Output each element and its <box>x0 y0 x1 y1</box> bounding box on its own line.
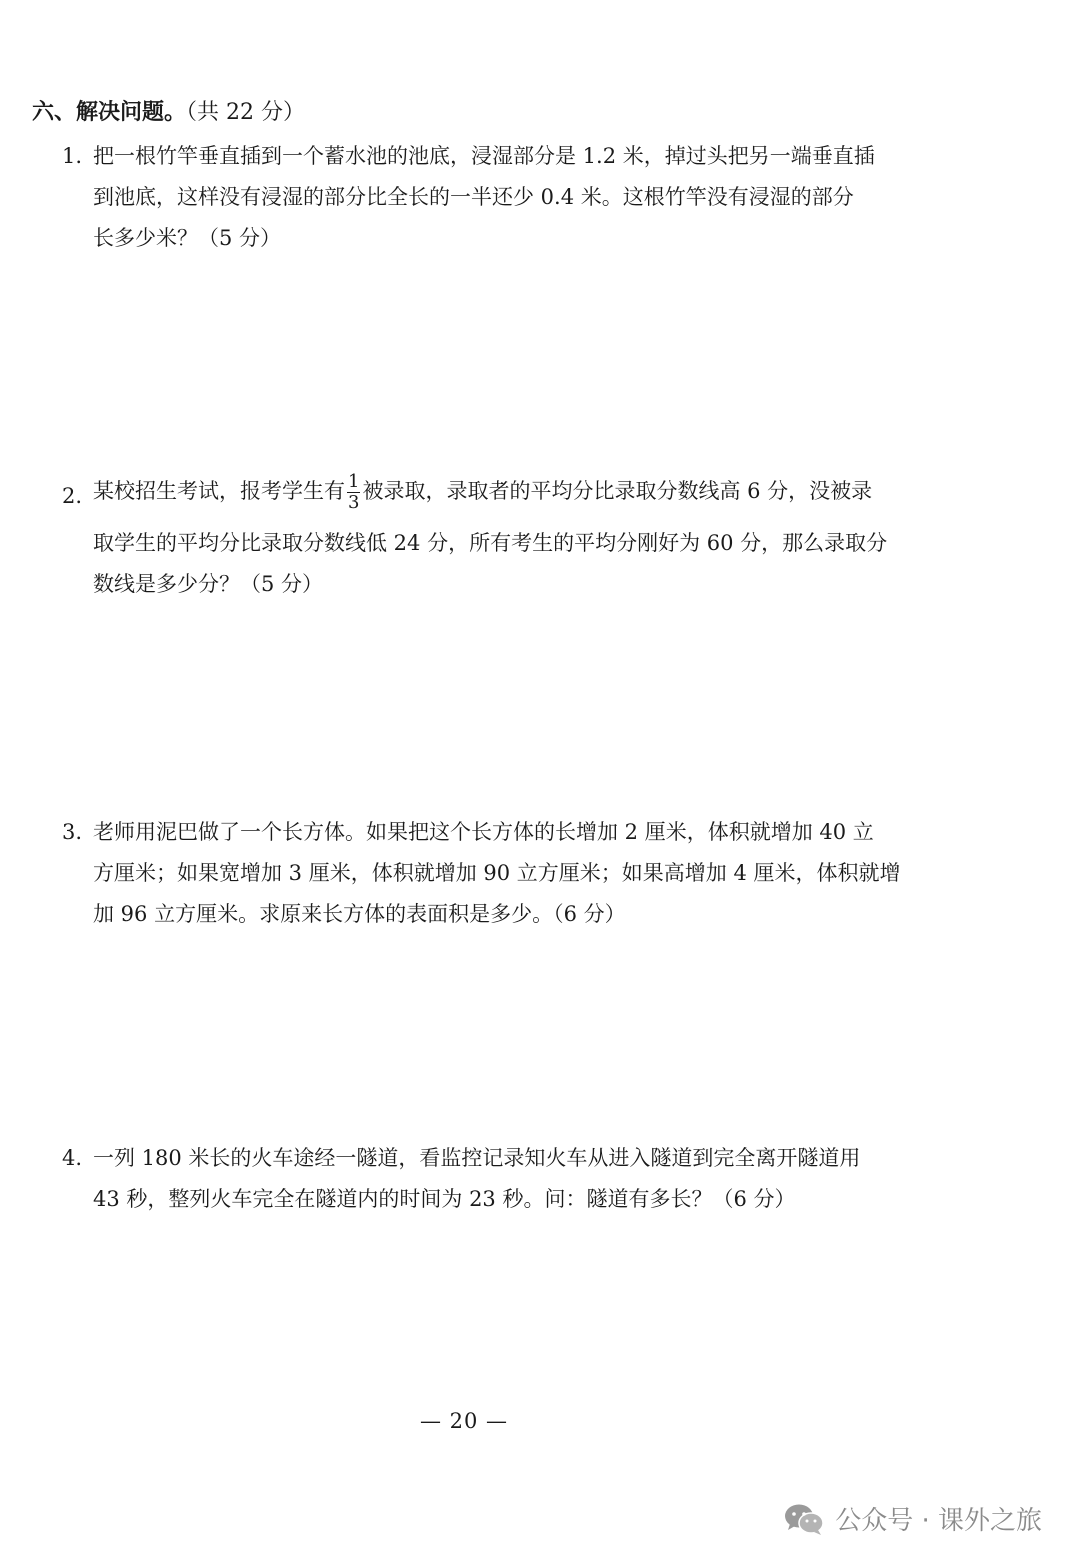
question-text-segment: 某校招生考试，报考学生有 <box>93 479 345 503</box>
question-line: 方厘米；如果宽增加 3 厘米，体积就增加 90 立方厘米；如果高增加 4 厘米，体积就增 <box>93 861 901 885</box>
question-line: 取学生的平均分比录取分数线低 24 分，所有考生的平均分刚好为 60 分，那么录取分 <box>93 531 888 555</box>
question-text <box>93 465 902 605</box>
watermark-text: 公众号 · 课外之旅 <box>835 1506 1042 1536</box>
question-1 <box>62 136 902 259</box>
question-line: 43 秒，整列火车完全在隧道内的时间为 23 秒。问：隧道有多长？（6 分） <box>93 1187 796 1211</box>
question-text <box>93 1138 902 1220</box>
watermark <box>783 1500 1042 1537</box>
question-line <box>93 465 902 517</box>
question-line: 数线是多少分？（5 分） <box>93 572 324 596</box>
question-text <box>93 812 902 935</box>
question-number: 4. <box>62 1146 83 1170</box>
wechat-icon <box>783 1502 825 1536</box>
fraction <box>347 472 360 513</box>
fraction-numerator: 1 <box>348 471 360 492</box>
question-text <box>93 136 902 259</box>
section-points: （共 22 分） <box>186 100 305 125</box>
fraction-denominator: 3 <box>348 492 360 513</box>
section-title: 六、解决问题。 <box>32 100 187 125</box>
question-line: 一列 180 米长的火车途经一隧道，看监控记录知火车从进入隧道到完全离开隧道用 <box>93 1146 861 1170</box>
question-4 <box>62 1138 902 1220</box>
question-3 <box>62 812 902 935</box>
question-line: 加 96 立方厘米。求原来长方体的表面积是多少。（6 分） <box>93 902 626 926</box>
question-line: 长多少米？（5 分） <box>93 226 282 250</box>
question-text-segment: 被录取，录取者的平均分比录取分数线高 6 分，没被录 <box>362 479 873 503</box>
question-line: 把一根竹竿垂直插到一个蓄水池的池底，浸湿部分是 1.2 米，掉过头把另一端垂直插 <box>93 144 875 168</box>
page-number: — 20 — <box>419 1409 509 1433</box>
question-2 <box>62 470 902 605</box>
question-number: 3. <box>62 820 83 844</box>
question-number: 1. <box>62 144 83 168</box>
question-line: 到池底，这样没有浸湿的部分比全长的一半还少 0.4 米。这根竹竿没有浸湿的部分 <box>93 185 854 209</box>
section-heading <box>32 96 305 130</box>
question-line: 老师用泥巴做了一个长方体。如果把这个长方体的长增加 2 厘米，体积就增加 40 立 <box>93 820 874 844</box>
question-number: 2. <box>62 484 83 508</box>
